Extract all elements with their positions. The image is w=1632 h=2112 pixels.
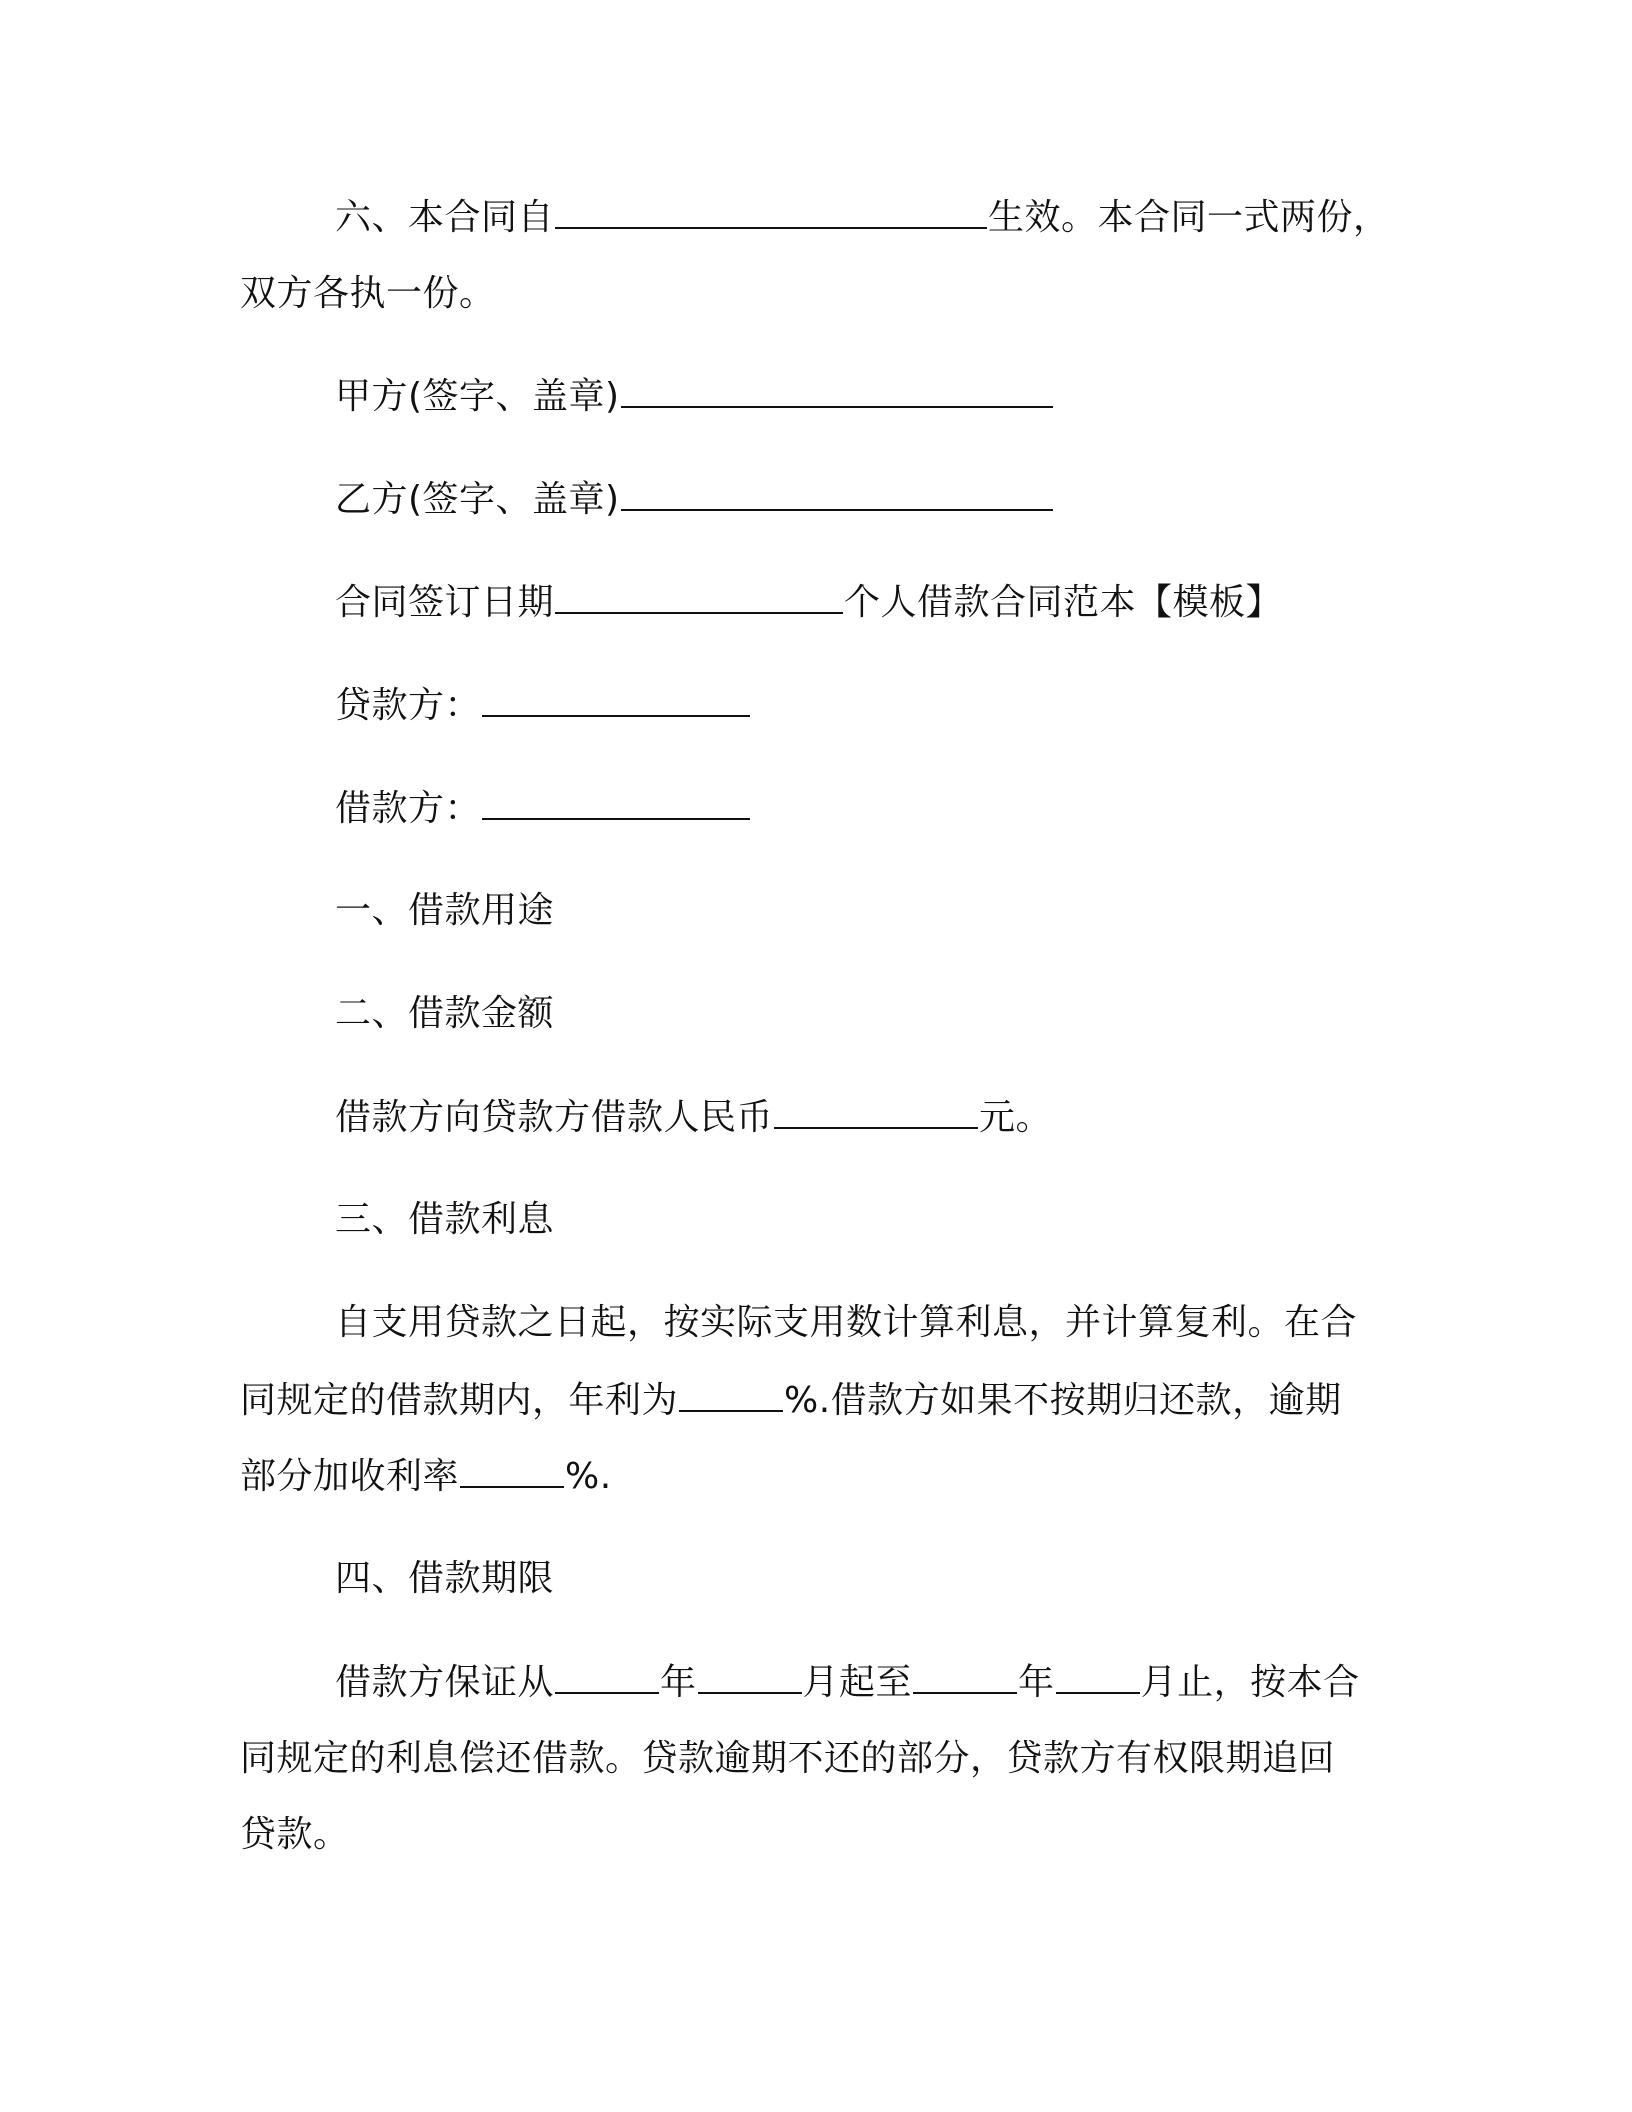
section-term-heading — [335, 1555, 1405, 1603]
interest-paragraph-line-3 — [240, 1452, 1400, 1501]
section-term-text: 四、借款期限 — [335, 1558, 555, 1599]
interest-paragraph-line-2 — [240, 1376, 1400, 1425]
end-year-blank — [913, 1658, 1017, 1694]
section-amount-text: 二、借款金额 — [335, 993, 555, 1034]
term-text-year-2: 年 — [1018, 1662, 1055, 1703]
term-text-3: 同规定的利息偿还借款。贷款逾期不还的部分，贷款方有权限期追回 — [240, 1738, 1336, 1779]
term-paragraph-line-1 — [335, 1658, 1405, 1707]
clause-six-text: 六、本合同自 — [335, 197, 555, 238]
term-text-1: 借款方保证从 — [335, 1662, 555, 1703]
section-purpose-text: 一、借款用途 — [335, 890, 555, 931]
term-text-4: 贷款。 — [240, 1814, 350, 1855]
term-text-year: 年 — [660, 1662, 697, 1703]
lender-blank — [482, 681, 750, 717]
party-b-signature-blank — [621, 475, 1053, 511]
lender-line — [335, 681, 1405, 730]
term-text-2: 月止，按本合 — [1140, 1662, 1360, 1703]
start-year-blank — [555, 1658, 659, 1694]
party-b-label: 乙方(签字、盖章) — [335, 479, 620, 520]
end-month-blank — [1056, 1658, 1140, 1694]
loan-amount-blank — [774, 1093, 978, 1129]
loan-amount-unit: 元。 — [979, 1097, 1053, 1138]
section-interest-text: 三、借款利息 — [335, 1199, 555, 1240]
annual-rate-blank — [679, 1376, 783, 1412]
clause-six-line-1 — [335, 193, 1405, 242]
party-a-label: 甲方(签字、盖章) — [335, 376, 620, 417]
effective-date-blank — [555, 193, 987, 229]
interest-text-5: %. — [565, 1456, 612, 1497]
interest-text-3: %.借款方如果不按期归还款，逾期 — [784, 1380, 1342, 1421]
loan-amount-line — [335, 1093, 1405, 1142]
start-month-blank — [698, 1658, 802, 1694]
party-a-signature-blank — [621, 372, 1053, 408]
signing-date-line — [335, 578, 1405, 627]
party-a-signature-line — [335, 372, 1405, 421]
section-amount-heading — [335, 990, 1405, 1038]
interest-paragraph-line-1 — [335, 1299, 1405, 1347]
term-paragraph-line-2 — [240, 1735, 1400, 1783]
term-paragraph-line-3 — [240, 1811, 1400, 1859]
section-interest-heading — [335, 1196, 1405, 1244]
interest-text-1: 自支用贷款之日起，按实际支用数计算利息，并计算复利。在合 — [335, 1302, 1358, 1343]
clause-six-line-2 — [240, 270, 1400, 318]
borrower-label: 借款方： — [335, 788, 482, 829]
signing-date-label: 合同签订日期 — [335, 582, 555, 623]
clause-six-text-end: 双方各执一份。 — [240, 273, 496, 314]
borrower-blank — [482, 784, 750, 820]
overdue-rate-blank — [460, 1452, 564, 1488]
interest-text-2: 同规定的借款期内，年利为 — [240, 1380, 679, 1421]
signing-date-blank — [555, 578, 843, 614]
term-text-to: 月起至 — [802, 1662, 913, 1703]
section-purpose-heading — [335, 887, 1405, 935]
template-title: 个人借款合同范本【模板】 — [844, 582, 1283, 623]
borrower-line — [335, 784, 1405, 833]
loan-amount-text: 借款方向贷款方借款人民币 — [335, 1097, 774, 1138]
party-b-signature-line — [335, 475, 1405, 524]
interest-text-4: 部分加收利率 — [240, 1456, 460, 1497]
lender-label: 贷款方： — [335, 685, 482, 726]
clause-six-text-cont: 生效。本合同一式两份， — [988, 197, 1390, 238]
